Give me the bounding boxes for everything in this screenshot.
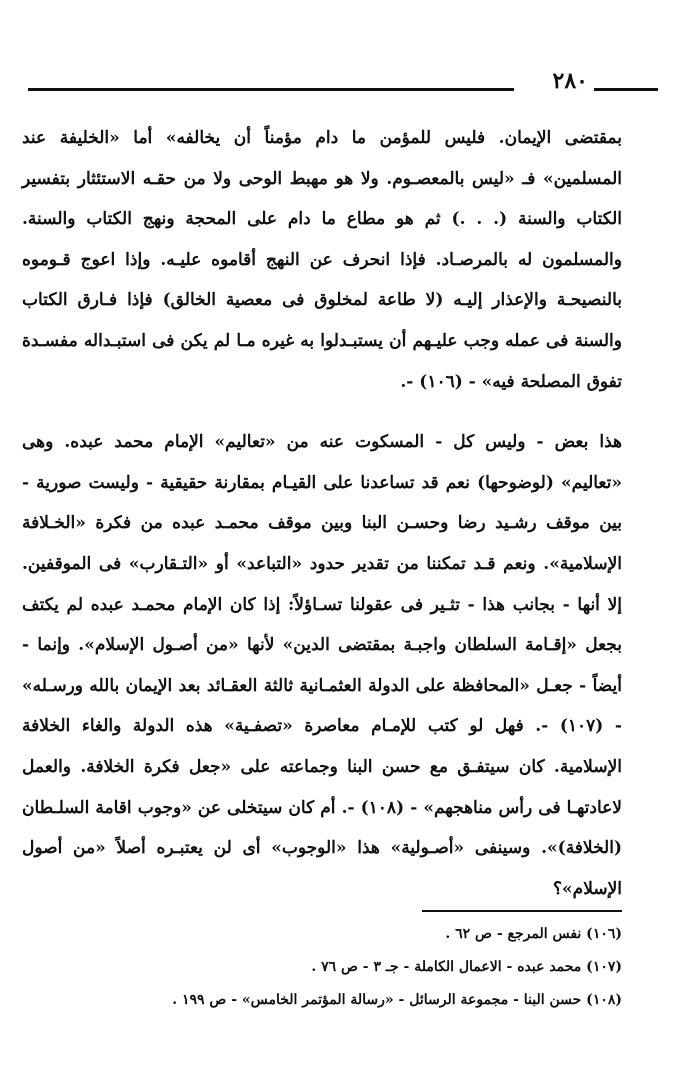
page-number: ٢٨٠ bbox=[552, 68, 588, 94]
paragraph-1: بمقتضى الإيمان. فليس للمؤمن ما دام مؤمناً أن يخالفه» أما «الخليفة عند المسلمين» فـ «ليس بالمعصـوم. ولا هو مهبط الوحى ولا من حقـه الاستئثار بتفسير الكتاب والسنة (. . .) ثم هو مطاع ما دام على المحجة ونهج الكتاب والسنة. والمسلمون له بالمرصـاد. فإذا انحرف عن النهج أقاموه عليـه. وإذا اعوج قـوموه بالنصيحـة والإعذار إليـه (لا طاعة لمخلوق فى معصية الخالق) فإذا فـارق الكتاب والسنة فى عمله وجب عليـهم أن يستبـدلوا به غيره مـا لم يكن فى استبـداله مفسـدة تفوق المصلحة فيه» - (١٠٦) -. bbox=[22, 128, 622, 392]
footnote-106: (١٠٦) نفس المرجع - ص ٦٢ . bbox=[445, 926, 622, 942]
footnote-108: (١٠٨) حسن البنا - مجموعة الرسائل - «رسالة المؤتمر الخامس» - ص ١٩٩ . bbox=[172, 992, 622, 1008]
paragraph-2: هذا بعض - وليس كل - المسكوت عنه من «تعاليم» الإمام محمد عبده. وهى «تعاليم» (لوضوحها) نعم قد تساعدنا على القيـام بمقارنة حقيقية - وليست صورية - بين موقف رشـيد رضا وحسـن البنا وبين موقف محمـد عبده من فكرة «الخـلافة الإسلامية». ونعم قـد تمكننا من تقدير حدود «التباعد» أو «التـقارب» فى الموقفين. إلا أنها - بجانب هذا - تثـير فى عقولنا تسـاؤلاً: إذا كان الإمام محمـد عبده لم يكتف بجعل «إقـامة السلطان واجبـة بمقتضى الدين» لأنها «من أصـول الإسلام». وإنما - أيضاً - جعـل «المحافظة على الدولة العثمـانية ثالثة العقـائد بعد الإيمان بالله ورسـله» - (١٠٧) -. فهل لو كتب للإمـام معاصرة «تصفـية» هذه الدولة والغاء الخلافة الإسلامية. كان سيتفـق مع حسن البنا وجماعته على «جعل فكرة الخلافة. والعمل لاعادتهـا فى رأس مناهجهم» - (١٠٨) -. أم كان سيتخلى عن «وجوب اقامة السلـطان (الخلافة)». وسينفى «أصـولية» هذا «الوجوب» أى لن يعتبـره أصلاً «من أصول الإسلام»؟ bbox=[22, 432, 622, 899]
page-header bbox=[28, 62, 658, 102]
footnotes bbox=[22, 918, 622, 1017]
header-rule bbox=[28, 88, 514, 91]
header-rule-short bbox=[594, 88, 658, 91]
footnote-divider bbox=[422, 910, 622, 912]
footnote-107: (١٠٧) محمد عبده - الاعمال الكاملة - جـ ٣ - ص ٧٦ . bbox=[311, 959, 622, 975]
main-text bbox=[22, 118, 622, 909]
